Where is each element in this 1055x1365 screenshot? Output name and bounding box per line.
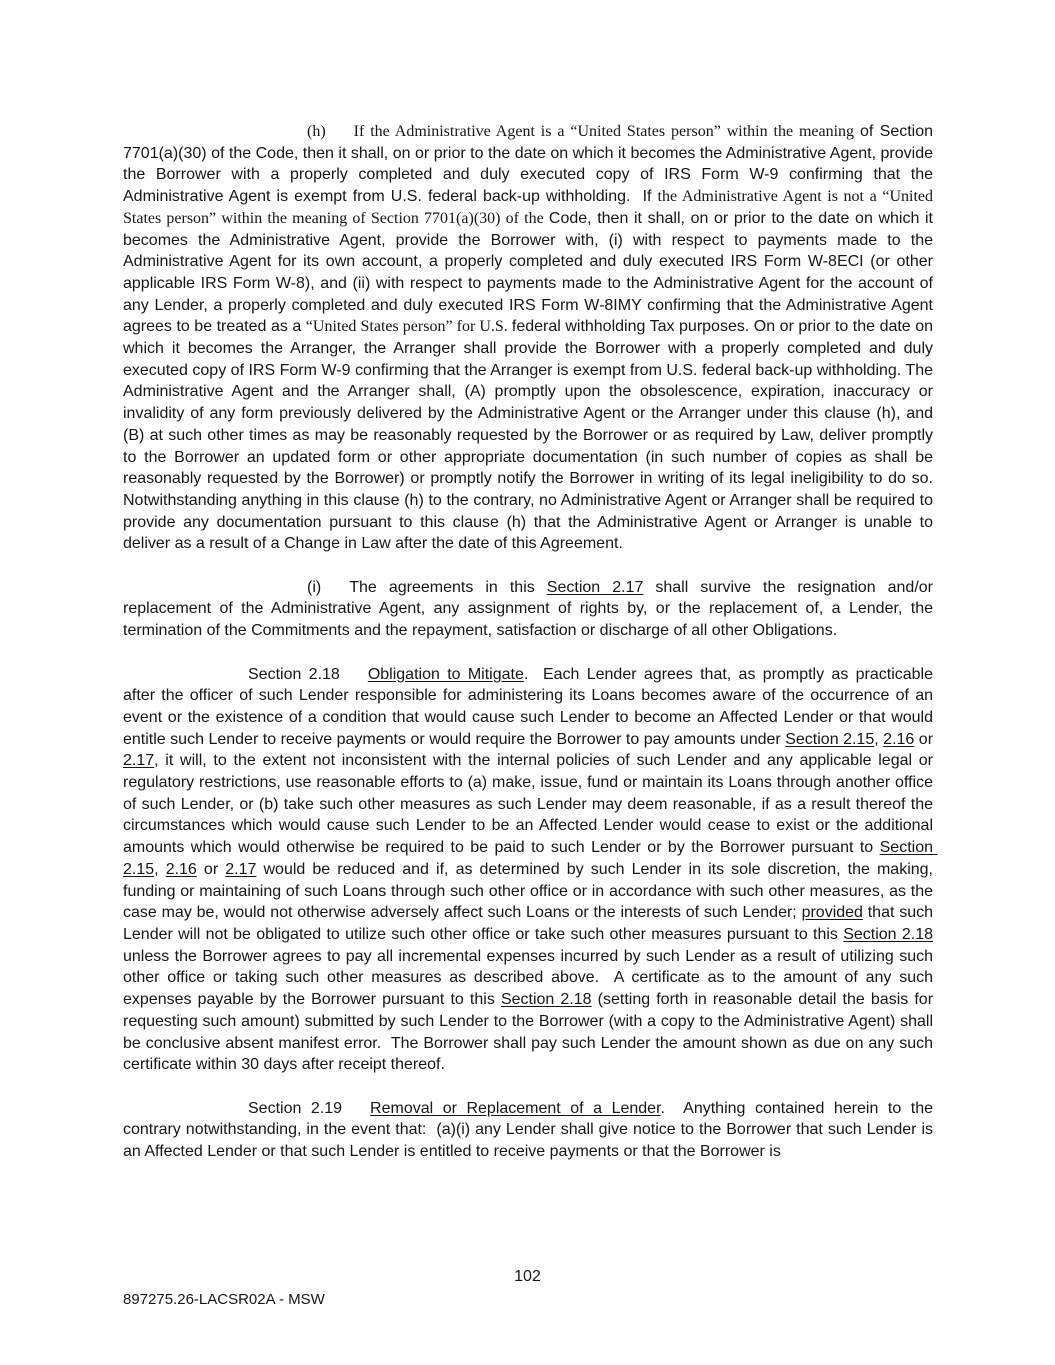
paragraph-label: Section 2.18 <box>248 665 340 683</box>
text-segment: would be reduced and if, as determined by such Lender in its sole discretion, the making, funding or maintaining of such Loans through such other office or in accordance with such other measures, as the case may be, would not otherwise adversely affect such Loans or the interests of such Lender; <box>123 860 938 922</box>
text-segment: , it will, to the extent not inconsistent with the internal policies of such Lender and any applicable legal or regulatory restrictions, use reasonable efforts to (a) make, issue, fund or maintain its Loans through another office of such Lender, or (b) take such other measures as such Lender may deem reasonable, if as a result thereof the circumstances which would cause such Lender to be an Affected Lender would cease to exist or the additional amounts which would otherwise be required to be paid to such Lender or by the Borrower pursuant to <box>123 752 938 857</box>
underlined-reference: provided <box>801 904 863 922</box>
document-body <box>123 121 942 1163</box>
text-segment: . Anything contained herein to the contrary notwithstanding, in the event that: (a)(i) any Lender shall give notice to the Borrower that such Lender is an Affected Lender or that such Lender is entitled to receive payments or that the Borrower is <box>123 1099 938 1160</box>
text-segment: federal withholding Tax purposes. On or prior to the date on which it becomes the Arranger, the Arranger shall provide the Borrower with a properly completed and duly executed copy of IRS Form W-9 confirming that the Arranger is exempt from U.S. federal back-up withholding. The Administrative Agent and the Arranger shall, (A) promptly upon the obsolescence, expiration, inaccuracy or invalidity of any form previously delivered by the Administrative Agent or the Arranger under this clause (h), and (B) at such other times as may be reasonably requested by the Borrower or as required by Law, deliver promptly to the Borrower an updated form or other appropriate documentation (in such number of copies as shall be reasonably requested by the Borrower) or promptly notify the Borrower in writing of its legal ineligibility to do so. Notwithstanding anything in this clause (h) to the contrary, no Administrative Agent or Arranger shall be required to provide any documentation pursuant to this clause (h) that the Administrative Agent or Arranger is unable to deliver as a result of a Change in Law after the date of this Agreement. <box>123 318 942 553</box>
text-segment: unless the Borrower agrees to pay all incremental expenses incurred by such Lender as a result of utilizing such other office or taking such other measures as described above. A certificate as to the amount of any such expenses payable by the Borrower pursuant to this <box>123 925 938 1009</box>
text-segment: the Administrative Agent is not a “United States person” within the meaning of Section 7701(a)(30) of the <box>123 188 937 227</box>
text-segment: “United States person” for U.S. <box>305 318 512 336</box>
text-segment: that such Lender will not be obligated to utilize such other office or take such other measures pursuant to this <box>123 904 938 943</box>
underlined-reference: 2.16 <box>883 730 915 748</box>
text-segment: (setting forth in reasonable detail the basis for requesting such amount) submitted by such Lender to the Borrower (with a copy to the Administrative Agent) shall be conclusive absent manifest error. The Borrower shall pay such Lender the amount shown as due on any such certificate within 30 days after receipt thereof. <box>123 991 938 1074</box>
paragraph-section-2-19 <box>123 1098 938 1163</box>
text-segment: The agreements in this <box>349 578 547 596</box>
paragraph-label: Section 2.19 <box>248 1099 343 1117</box>
text-segment: , <box>874 730 884 748</box>
paragraph-label: (h) <box>307 123 326 140</box>
text-segment: shall survive the resignation and/or replacement of the Administrative Agent, any assignment of rights by, or the replacement of, a Lender, the termination of the Commitments and the repayment, satisfaction or discharge of all other Obligations. <box>123 578 938 640</box>
text-segment: of Section 7701(a)(30) of the Code, then it shall, on or prior to the date on which it becomes the Administrative Agent, provide the Borrower with a properly completed and duly executed copy of IRS Form W-9 confirming that the Administrative Agent is exempt from U.S. federal back-up withholding. If <box>123 123 938 206</box>
underlined-reference: Section 2.17 <box>546 578 644 596</box>
text-segment: or <box>196 860 226 878</box>
text-segment: If the Administrative Agent is a “United States person” within the meaning <box>353 123 860 140</box>
text-segment: . Each Lender agrees that, as promptly as practicable after the officer of such Lender responsible for administering its Loans becomes aware of the occurrence of an event or the existence of a condition that would cause such Lender to become an Affected Lender or that would entitle such Lender to receive payments or would require the Borrower to pay amounts under <box>123 665 938 748</box>
underlined-reference: 2.17 <box>123 752 155 770</box>
underlined-reference: 2.16 <box>165 860 197 878</box>
text-segment: Code, then it shall, on or prior to the date on which it becomes the Administrative Agent, provide the Borrower with, (i) with respect to payments made to the Administrative Agent for its own account, a properly completed and duly executed IRS Form W-8ECI (or other applicable IRS Form W-8), and (ii) with respect to payments made to the Administrative Agent for the account of any Lender, a properly completed and duly executed IRS Form W-8IMY confirming that the Administrative Agent agrees to be treated as a <box>123 209 938 336</box>
paragraph-section-2-18 <box>123 664 938 1076</box>
text-segment: , <box>154 860 166 878</box>
paragraph-label: (i) <box>307 578 322 596</box>
underlined-reference: 2.17 <box>225 860 257 878</box>
underlined-reference: Section 2.15 <box>785 730 875 748</box>
underlined-reference: Obligation to Mitigate <box>367 665 524 683</box>
paragraph-clause-i <box>123 577 938 642</box>
underlined-reference: Section 2.15 <box>123 839 938 878</box>
text-segment: or <box>914 730 938 748</box>
paragraph-clause-h <box>123 121 942 555</box>
underlined-reference: Section 2.18 <box>500 991 592 1009</box>
underlined-reference: Section 2.18 <box>843 925 934 943</box>
page-number: 102 <box>514 1268 541 1285</box>
footer-doc-id: 897275.26-LACSR02A - MSW <box>123 1291 325 1308</box>
underlined-reference: Removal or Replacement of a Lender <box>370 1099 661 1117</box>
